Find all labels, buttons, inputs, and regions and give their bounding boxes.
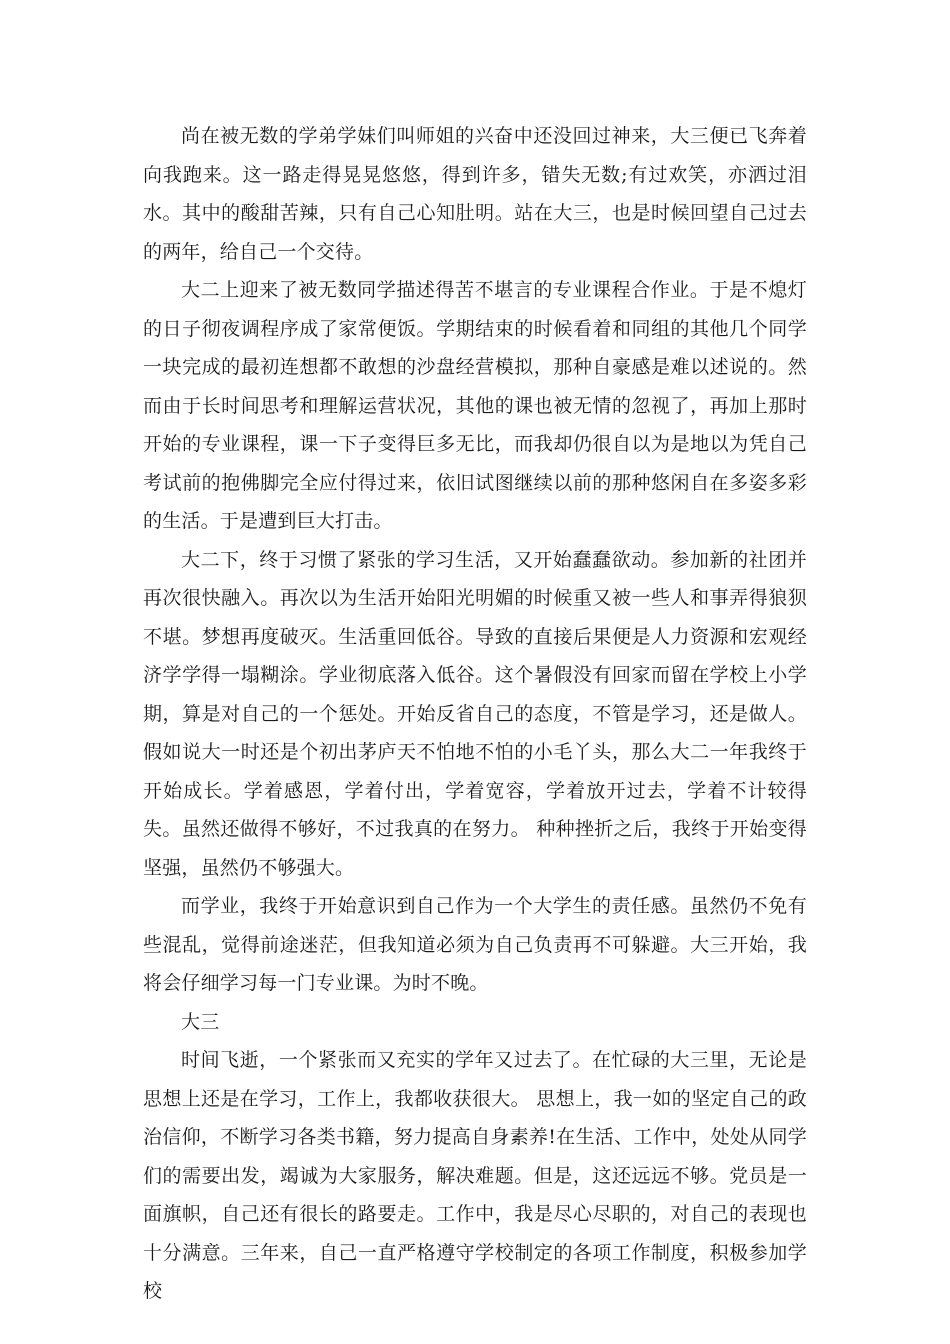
paragraph: 大二上迎来了被无数同学描述得苦不堪言的专业课程合作业。于是不熄灯的日子彻夜调程序成了家常便饭。学期结束的时候看着和同组的其他几个同学一块完成的最初连想都不敢想的沙盘经营模拟，那种自豪感是难以述说的。然而由于长时间思考和理解运营状况，其他的课也被无情的忽视了，再加上那时开始的专业课程，课一下子变得巨多无比，而我却仍很自以为是地以为凭自己考试前的抱佛脚完全应付得过来，依旧试图继续以前的那种悠闲自在多姿多彩的生活。于是遭到巨大打击。: [143, 279, 807, 532]
paragraph: 时间飞逝，一个紧张而又充实的学年又过去了。在忙碌的大三里，无论是思想上还是在学习，工作上，我都收获很大。 思想上，我一如的坚定自己的政治信仰，不断学习各类书籍，努力提高自身素养!在生活、工作中，处处从同学们的需要出发，竭诚为大家服务，解决难题。但是，这还远远不够。党员是一面旗帜，自己还有很长的路要走。工作中，我是尽心尽职的，对自己的表现也十分满意。三年来，自己一直严格遵守学校制定的各项工作制度，积极参加学校: [143, 1049, 807, 1302]
paragraph: 尚在被无数的学弟学妹们叫师姐的兴奋中还没回过神来，大三便已飞奔着向我跑来。这一路走得晃晃悠悠，得到许多，错失无数;有过欢笑，亦洒过泪水。其中的酸甜苦辣，只有自己心知肚明。站在大三，也是时候回望自己过去的两年，给自己一个交待。: [143, 125, 807, 263]
paragraph: 大二下，终于习惯了紧张的学习生活，又开始蠢蠢欲动。参加新的社团并再次很快融入。再次以为生活开始阳光明媚的时候重又被一些人和事弄得狼狈不堪。梦想再度破灭。生活重回低谷。导致的直接后果便是人力资源和宏观经济学学得一塌糊涂。学业彻底落入低谷。这个暑假没有回家而留在学校上小学期，算是对自己的一个惩处。开始反省自己的态度，不管是学习，还是做人。假如说大一时还是个初出茅庐天不怕地不怕的小毛丫头，那么大二一年我终于开始成长。学着感恩，学着付出，学着宽容，学着放开过去，学着不计较得失。虽然还做得不够好，不过我真的在努力。 种种挫折之后，我终于开始变得坚强，虽然仍不够强大。: [143, 548, 807, 879]
document-body: [143, 117, 807, 1311]
paragraph: 而学业，我终于开始意识到自己作为一个大学生的责任感。虽然仍不免有些混乱，觉得前途迷茫，但我知道必须为自己负责再不可躲避。大三开始，我将会仔细学习每一门专业课。为时不晚。: [143, 895, 807, 994]
section-heading: 大三: [181, 1010, 220, 1033]
